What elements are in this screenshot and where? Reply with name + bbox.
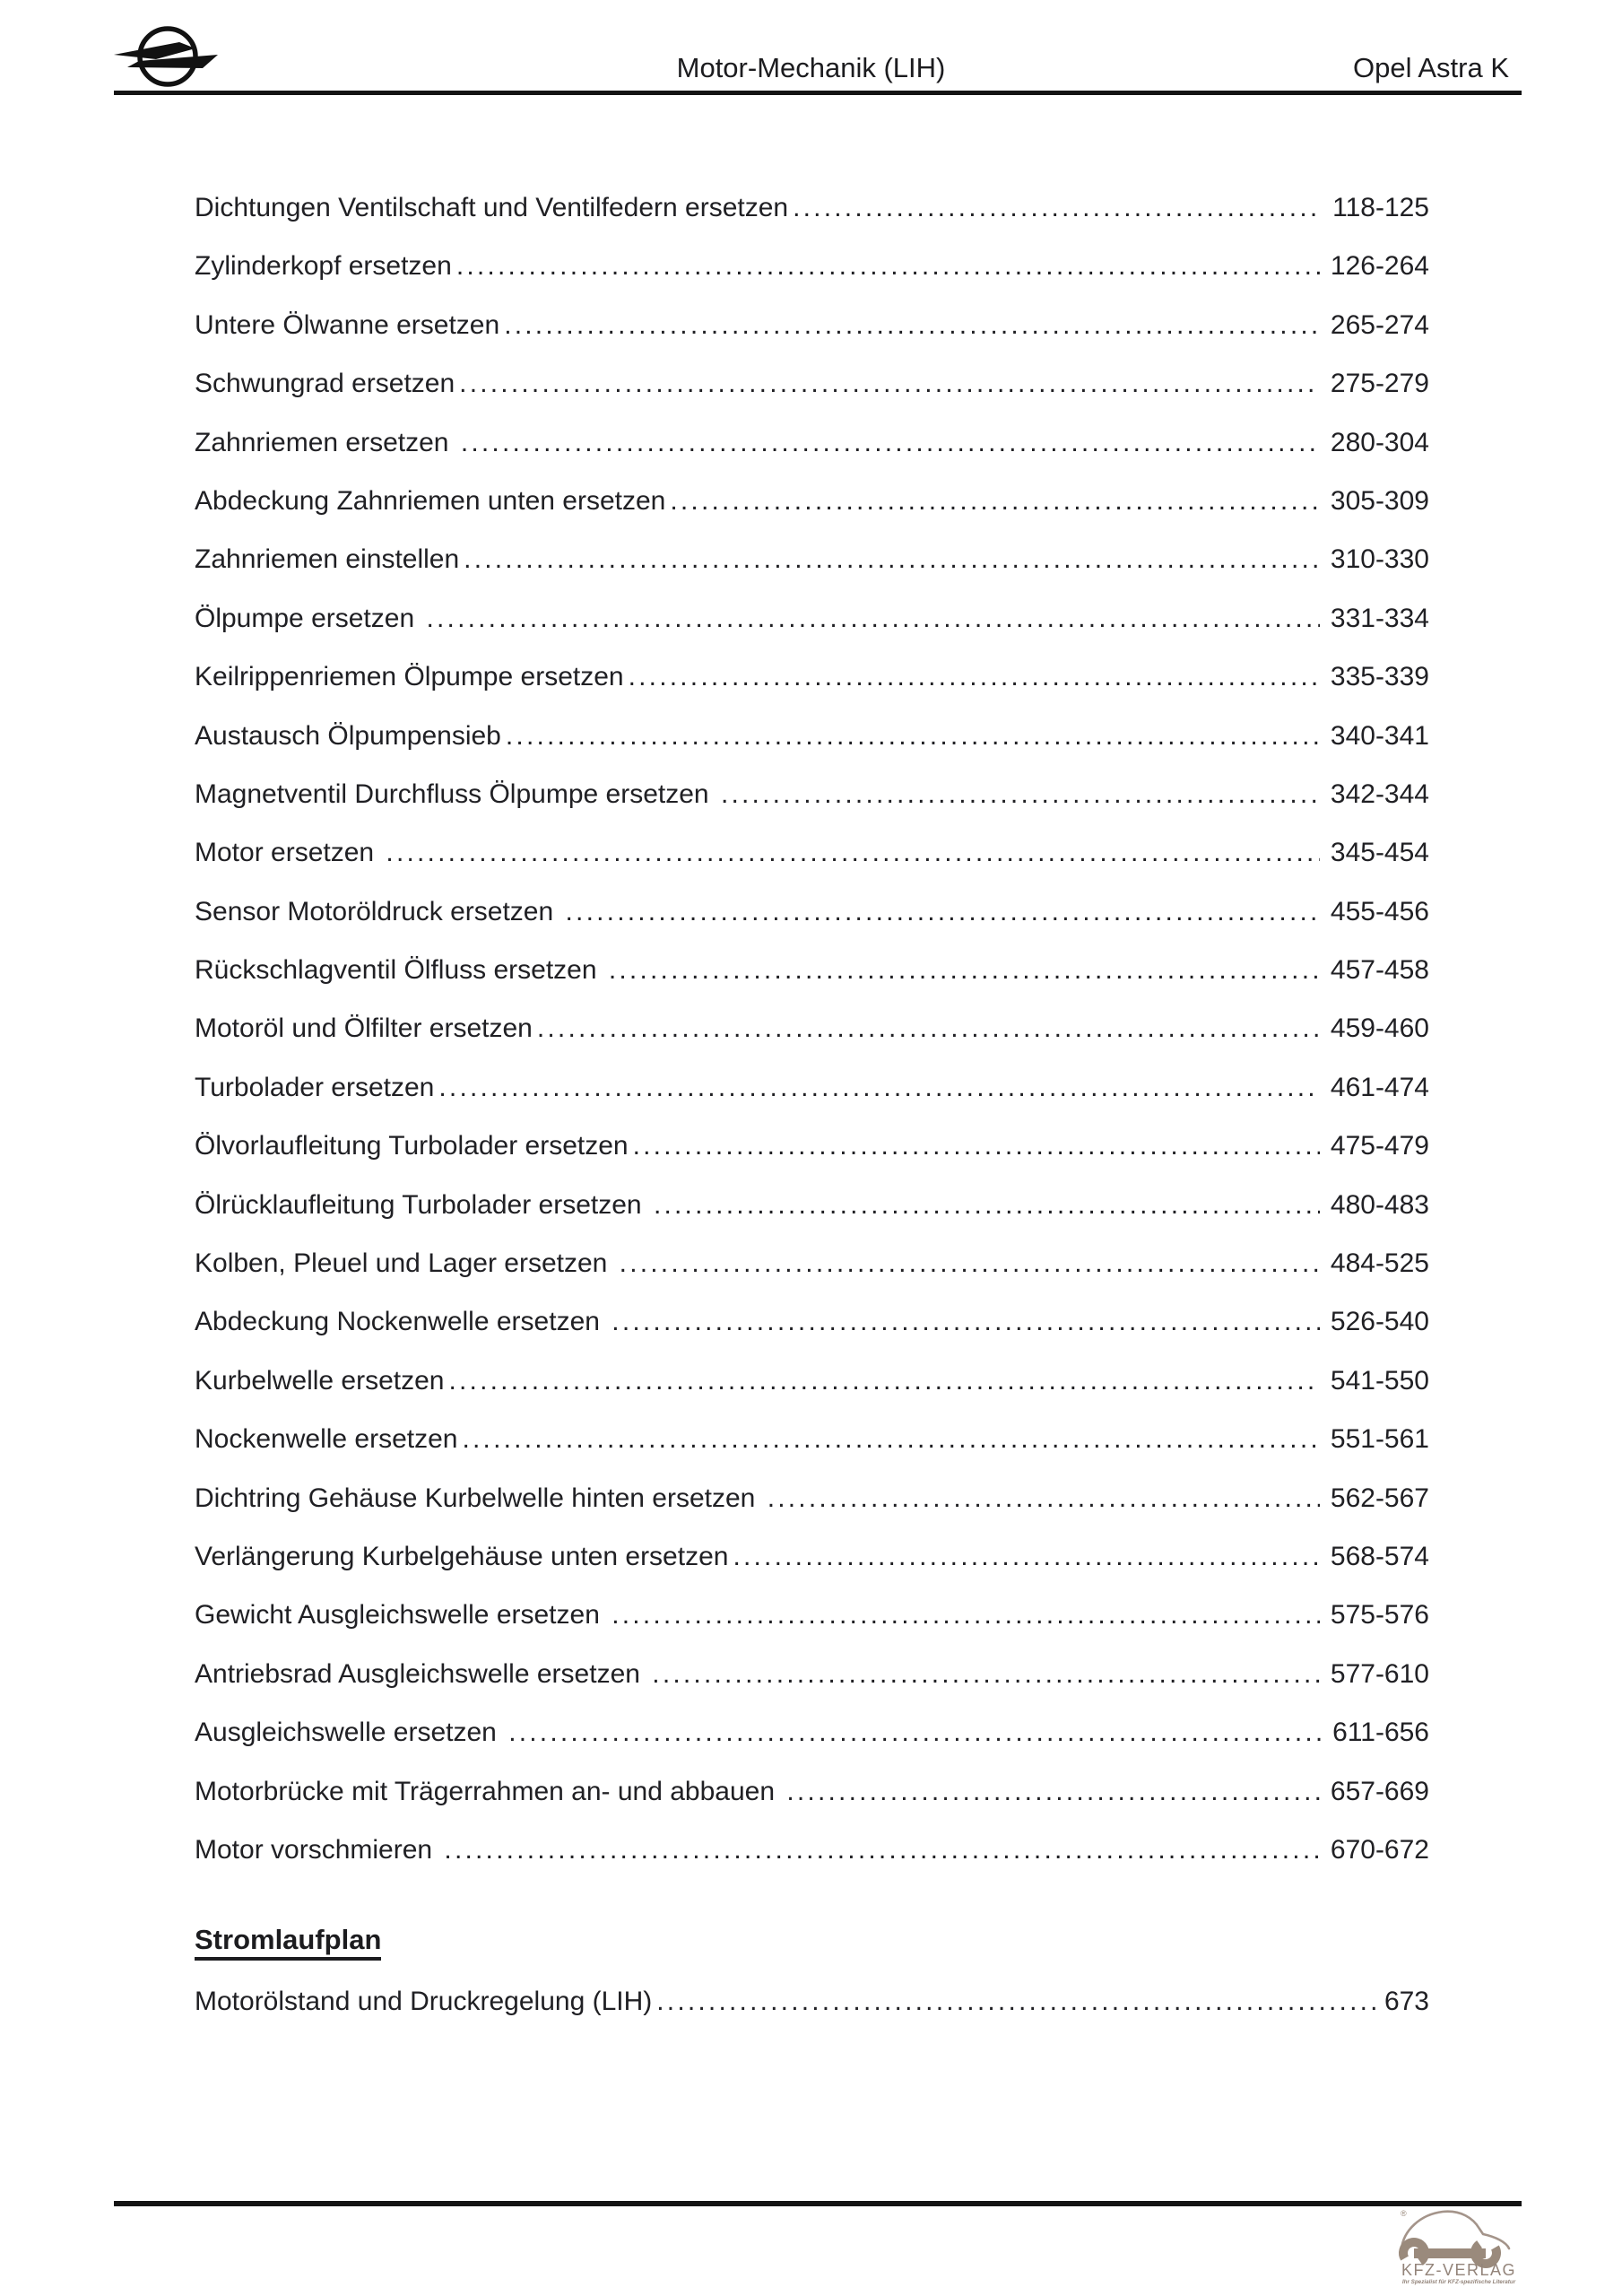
toc-entry-pages: 340-341 [1330, 720, 1429, 751]
toc-entry-label: Kurbelwelle ersetzen [195, 1365, 445, 1396]
toc-entry[interactable] [195, 237, 1429, 295]
toc-entry-label: Magnetventil Durchfluss Ölpumpe ersetzen [195, 778, 716, 809]
header-rule [114, 91, 1522, 95]
toc-entry[interactable] [195, 999, 1429, 1057]
toc-entry-label: Austausch Ölpumpensieb [195, 720, 501, 751]
toc-entry[interactable] [195, 765, 1429, 823]
toc-entry[interactable] [195, 1645, 1429, 1703]
toc-entry-pages: 310-330 [1330, 544, 1429, 575]
toc-entry[interactable] [195, 1292, 1429, 1351]
toc-entry[interactable] [195, 883, 1429, 941]
dot-leader [448, 1352, 1319, 1410]
toc-entry-pages: 126-264 [1330, 251, 1429, 282]
dot-leader [386, 823, 1319, 882]
toc-entry-pages: 670-672 [1330, 1834, 1429, 1865]
dot-leader [508, 1703, 1322, 1761]
dot-leader [793, 178, 1322, 237]
toc-entry-pages: 577-610 [1330, 1658, 1429, 1689]
stromlaufplan-list [195, 1984, 1429, 2020]
toc-entry[interactable] [195, 530, 1429, 588]
dot-leader [633, 1117, 1320, 1175]
toc-entry-label: Antriebsrad Ausgleichswelle ersetzen [195, 1658, 648, 1689]
dot-leader [462, 1410, 1319, 1468]
dot-leader [612, 1292, 1320, 1351]
dot-leader [656, 1984, 1383, 2020]
toc-entry[interactable] [195, 178, 1429, 237]
toc-entry-label: Sensor Motoröldruck ersetzen [195, 896, 561, 926]
dot-leader [506, 707, 1320, 765]
toc-entry[interactable] [195, 413, 1429, 472]
toc-entry[interactable] [195, 941, 1429, 999]
toc-entry[interactable] [195, 1984, 1429, 2020]
toc-entry[interactable] [195, 296, 1429, 354]
toc-entry-pages: 541-550 [1330, 1365, 1429, 1396]
toc-entry-pages: 275-279 [1330, 369, 1429, 399]
dot-leader [456, 237, 1320, 295]
toc-entry-label: Ausgleichswelle ersetzen [195, 1718, 505, 1748]
registered-trademark-icon: ® [1401, 2209, 1407, 2218]
dot-leader [786, 1762, 1320, 1821]
toc-entry-label: Zahnriemen einstellen [195, 544, 460, 575]
toc-entry-label: Nockenwelle ersetzen [195, 1424, 458, 1455]
toc-entry-pages: 265-274 [1330, 309, 1429, 340]
toc-entry[interactable] [195, 1117, 1429, 1175]
toc-entry-pages: 480-483 [1330, 1189, 1429, 1220]
toc-entry-pages: 657-669 [1330, 1776, 1429, 1806]
dot-leader [721, 765, 1320, 823]
dot-leader [504, 296, 1320, 354]
dot-leader [629, 648, 1320, 706]
dot-leader [652, 1645, 1320, 1703]
toc-entry-label: Ölvorlaufleitung Turbolader ersetzen [195, 1131, 629, 1161]
toc-entry-label: Motorölstand und Druckregelung (LIH) [195, 1987, 653, 2016]
toc-entry-label: Kolben, Pleuel und Lager ersetzen [195, 1248, 615, 1279]
dot-leader [609, 941, 1320, 999]
toc-list [195, 178, 1429, 1879]
toc-entry-label: Motoröl und Ölfilter ersetzen [195, 1013, 533, 1044]
toc-entry-pages: 331-334 [1330, 603, 1429, 633]
dot-leader [444, 1821, 1319, 1879]
dot-leader [438, 1058, 1320, 1117]
kfz-verlag-logo [1392, 2203, 1525, 2287]
dot-leader [670, 472, 1320, 530]
dot-leader [464, 530, 1320, 588]
dot-leader [612, 1586, 1320, 1644]
toc-entry[interactable] [195, 1410, 1429, 1468]
toc-entry-label: Motor vorschmieren [195, 1834, 440, 1865]
toc-entry[interactable] [195, 1703, 1429, 1761]
toc-entry-label: Abdeckung Nockenwelle ersetzen [195, 1307, 608, 1337]
toc-entry-pages: 461-474 [1330, 1072, 1429, 1102]
toc-entry-pages: 551-561 [1330, 1424, 1429, 1455]
toc-entry[interactable] [195, 1234, 1429, 1292]
toc-entry-pages: 568-574 [1330, 1541, 1429, 1571]
toc-entry-label: Untere Ölwanne ersetzen [195, 309, 500, 340]
toc-entry-pages: 455-456 [1330, 896, 1429, 926]
toc-entry-label: Verlängerung Kurbelgehäuse unten ersetzen [195, 1541, 729, 1571]
toc-entry-pages: 575-576 [1330, 1600, 1429, 1631]
publisher-name: KFZ-VERLAG [1401, 2261, 1517, 2279]
toc-entry[interactable] [195, 472, 1429, 530]
toc-entry-pages: 475-479 [1330, 1131, 1429, 1161]
toc-entry-pages: 280-304 [1330, 427, 1429, 457]
toc-entry-pages: 305-309 [1330, 485, 1429, 516]
dot-leader [461, 413, 1320, 472]
toc-entry-label: Ölpumpe ersetzen [195, 603, 422, 633]
toc-entry-label: Motorbrücke mit Trägerrahmen an- und abbauen [195, 1776, 783, 1806]
toc-entry-pages: 562-567 [1330, 1483, 1429, 1513]
toc-entry-label: Dichtring Gehäuse Kurbelwelle hinten ersetzen [195, 1483, 763, 1513]
toc-entry-label: Motor ersetzen [195, 838, 382, 868]
dot-leader [768, 1469, 1320, 1527]
dot-leader [426, 589, 1319, 648]
toc-entry[interactable] [195, 1352, 1429, 1410]
toc-entry-label: Zahnriemen ersetzen [195, 427, 456, 457]
toc-entry-label: Schwungrad ersetzen [195, 369, 455, 399]
header-vehicle-title: Opel Astra K [1352, 52, 1509, 83]
header-section-title: Motor-Mechanik (LIH) [676, 52, 946, 83]
toc-entry-pages: 335-339 [1330, 662, 1429, 692]
dot-leader [654, 1176, 1320, 1234]
toc-entry[interactable] [195, 1586, 1429, 1644]
toc-entry-pages: 342-344 [1330, 778, 1429, 809]
footer-rule [114, 2201, 1522, 2206]
toc-entry-label: Gewicht Ausgleichswelle ersetzen [195, 1600, 608, 1631]
publisher-tagline: Ihr Spezialist für KFZ-spezifische Literatur [1401, 2279, 1516, 2285]
toc-entry[interactable] [195, 1821, 1429, 1879]
toc-entry[interactable] [195, 823, 1429, 882]
dot-leader [566, 883, 1320, 941]
toc-entry[interactable] [195, 1469, 1429, 1527]
toc-entry[interactable] [195, 1762, 1429, 1821]
toc-entry[interactable] [195, 1527, 1429, 1586]
toc-entry[interactable] [195, 1058, 1429, 1117]
dot-leader [620, 1234, 1320, 1292]
toc-entry[interactable] [195, 707, 1429, 765]
toc-entry-label: Ölrücklaufleitung Turbolader ersetzen [195, 1189, 649, 1220]
toc-entry-label: Abdeckung Zahnriemen unten ersetzen [195, 485, 666, 516]
toc-entry-label: Rückschlagventil Ölfluss ersetzen [195, 955, 604, 986]
toc-entry-pages: 118-125 [1332, 193, 1429, 222]
toc-entry-pages: 459-460 [1330, 1013, 1429, 1044]
stromlaufplan-section [195, 1925, 1429, 2020]
toc-entry-pages: 484-525 [1330, 1248, 1429, 1279]
toc-entry-pages: 345-454 [1330, 838, 1429, 868]
toc-entry[interactable] [195, 648, 1429, 706]
toc-entry-pages: 526-540 [1330, 1307, 1429, 1337]
toc-entry[interactable] [195, 589, 1429, 648]
stromlaufplan-heading: Stromlaufplan [195, 1925, 381, 1961]
toc-entry-label: Zylinderkopf ersetzen [195, 251, 452, 282]
dot-leader [537, 999, 1320, 1057]
dot-leader [459, 354, 1320, 413]
toc-entry[interactable] [195, 354, 1429, 413]
toc-entry-label: Turbolader ersetzen [195, 1072, 435, 1102]
toc-entry-pages: 457-458 [1330, 955, 1429, 986]
toc-entry-label: Dichtungen Ventilschaft und Ventilfedern ersetzen [195, 193, 789, 222]
dot-leader [733, 1527, 1319, 1586]
toc-entry-pages: 611-656 [1332, 1718, 1429, 1748]
toc-entry[interactable] [195, 1176, 1429, 1234]
toc-entry-label: Keilrippenriemen Ölpumpe ersetzen [195, 662, 624, 692]
toc-entry-pages: 673 [1383, 1987, 1429, 2016]
